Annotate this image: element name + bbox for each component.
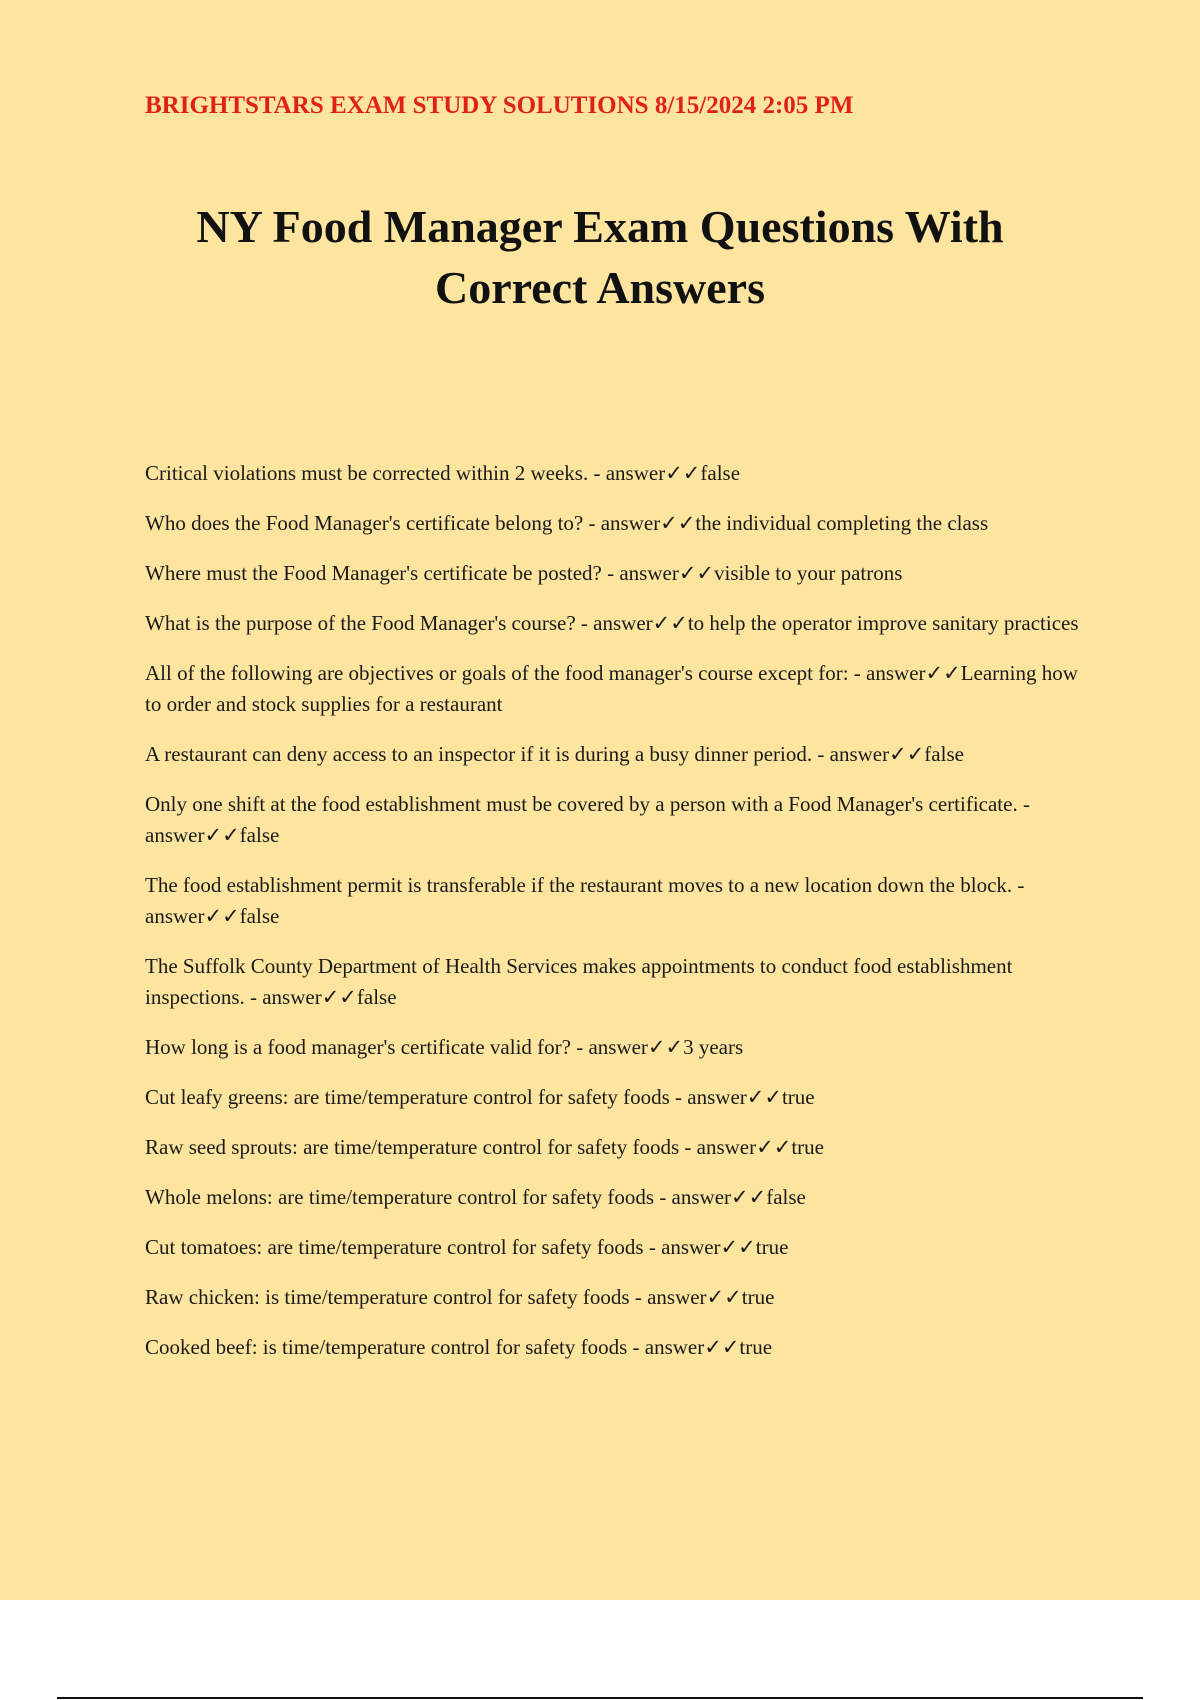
list-item: What is the purpose of the Food Manager's course? - answer✓✓to help the operator improve sanitary practices <box>145 611 1079 635</box>
list-item: Cut tomatoes: are time/temperature control for safety foods - answer✓✓true <box>145 1235 789 1259</box>
qa-list <box>145 458 1095 1382</box>
footer-divider <box>57 1697 1143 1699</box>
header-banner: BRIGHTSTARS EXAM STUDY SOLUTIONS 8/15/2024 2:05 PM <box>145 92 854 119</box>
list-item: Raw seed sprouts: are time/temperature control for safety foods - answer✓✓true <box>145 1135 824 1159</box>
page-title <box>100 196 1100 318</box>
list-item: Whole melons: are time/temperature control for safety foods - answer✓✓false <box>145 1185 806 1209</box>
title-line-1: NY Food Manager Exam Questions With <box>196 201 1004 252</box>
list-item: All of the following are objectives or goals of the food manager's course except for: - answer✓✓Learning how to order and stock supplies for a restaurant <box>145 661 1078 716</box>
list-item: Where must the Food Manager's certificate be posted? - answer✓✓visible to your patrons <box>145 561 903 585</box>
list-item: A restaurant can deny access to an inspector if it is during a busy dinner period. - answer✓✓false <box>145 742 964 766</box>
list-item: The Suffolk County Department of Health Services makes appointments to conduct food establishment inspections. - answer✓✓false <box>145 954 1013 1009</box>
list-item: Critical violations must be corrected within 2 weeks. - answer✓✓false <box>145 461 741 485</box>
list-item: Cut leafy greens: are time/temperature control for safety foods - answer✓✓true <box>145 1085 815 1109</box>
list-item: Who does the Food Manager's certificate belong to? - answer✓✓the individual completing the class <box>145 511 989 535</box>
list-item: Cooked beef: is time/temperature control for safety foods - answer✓✓true <box>145 1335 773 1359</box>
list-item: How long is a food manager's certificate valid for? - answer✓✓3 years <box>145 1035 744 1059</box>
list-item: Only one shift at the food establishment must be covered by a person with a Food Manager's certificate. - answer✓✓false <box>145 792 1030 847</box>
list-item: The food establishment permit is transferable if the restaurant moves to a new location down the block. - answer✓✓false <box>145 873 1025 928</box>
title-line-2: Correct Answers <box>435 262 765 313</box>
list-item: Raw chicken: is time/temperature control for safety foods - answer✓✓true <box>145 1285 775 1309</box>
